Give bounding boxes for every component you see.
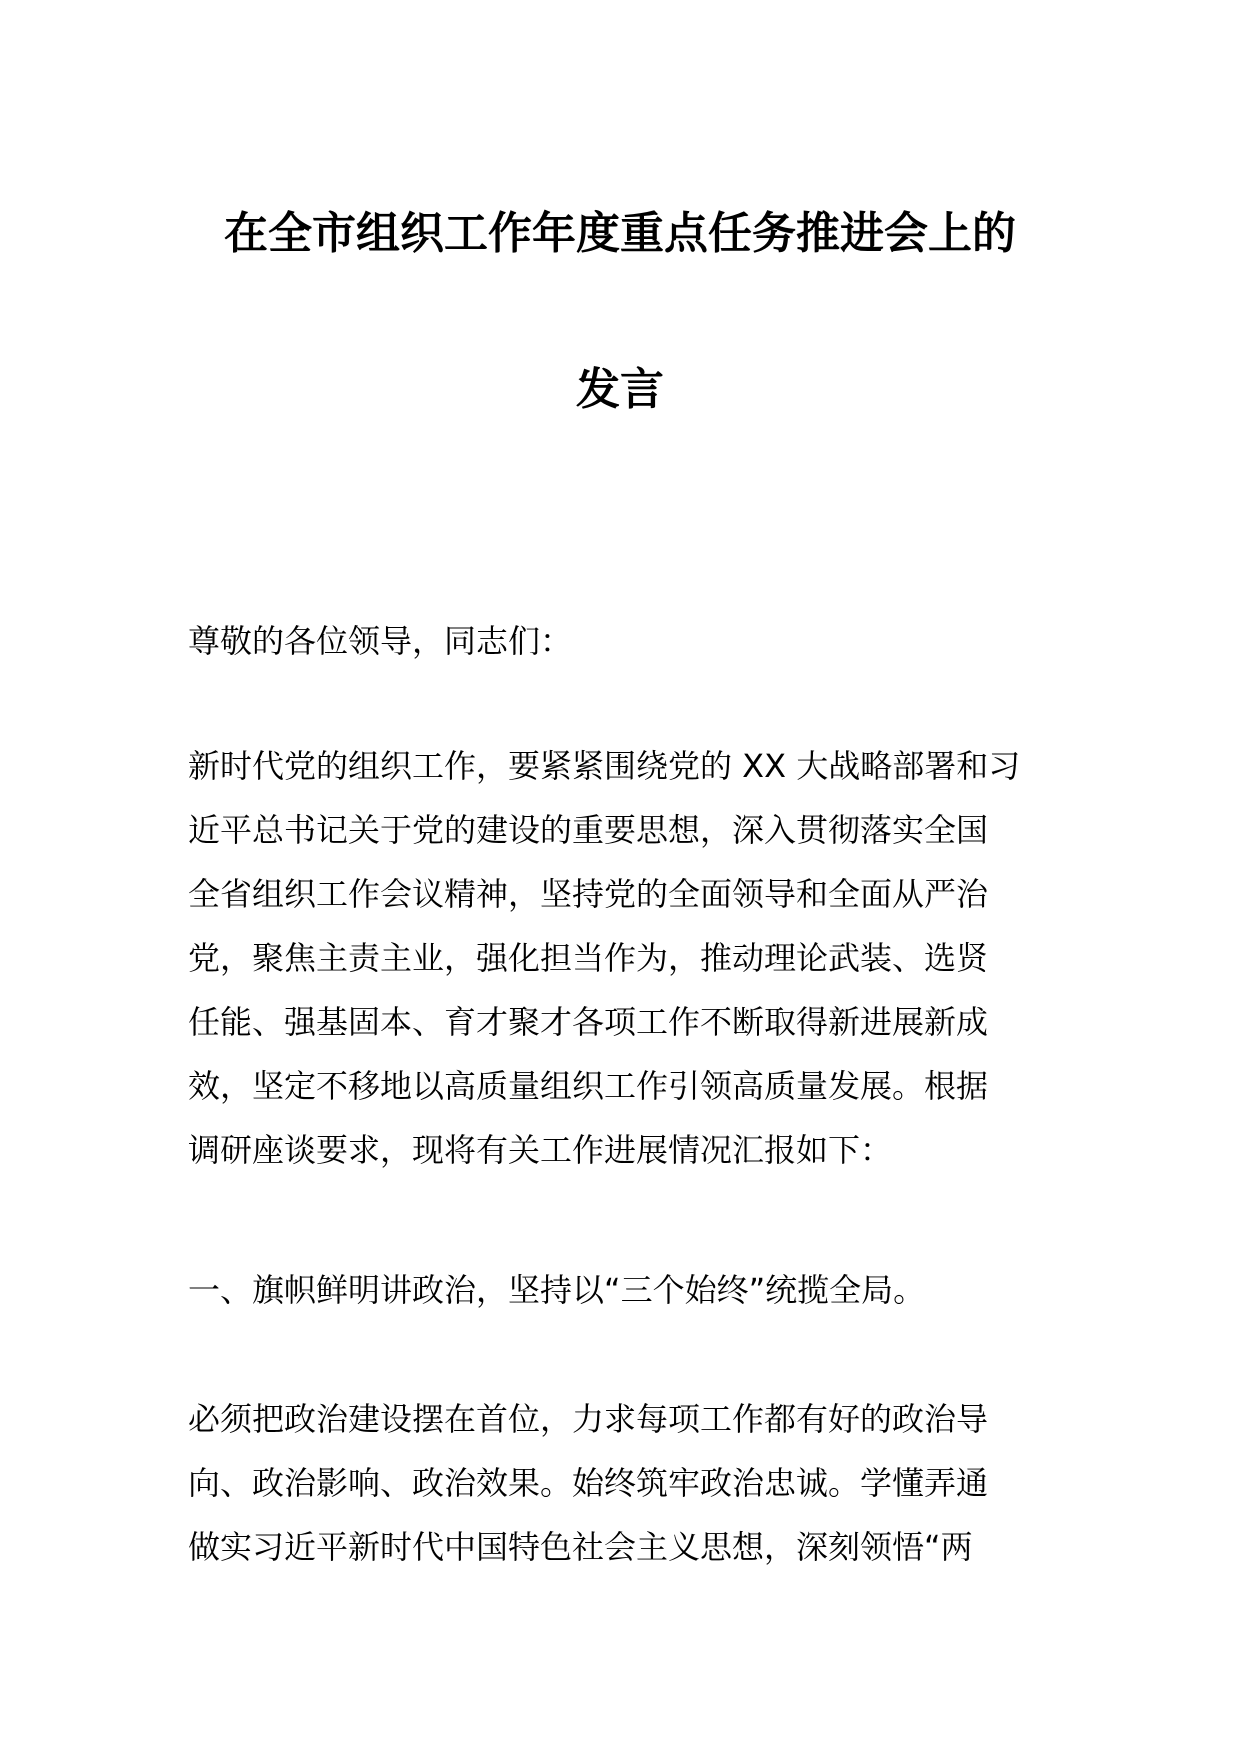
paragraph-line: 效，坚定不移地以高质量组织工作引领高质量发展。根据: [188, 1067, 989, 1105]
paragraph-intro: [188, 734, 1058, 1182]
section-heading-1: 一、旗帜鲜明讲政治，坚持以“三个始终”统揽全局。: [188, 1271, 926, 1309]
paragraph-line: 全省组织工作会议精神，坚持党的全面领导和全面从严治: [188, 875, 989, 913]
document-title-line-1: 在全市组织工作年度重点任务推进会上的: [224, 208, 1016, 259]
paragraph-line: 任能、强基固本、育才聚才各项工作不断取得新进展新成: [188, 1003, 989, 1041]
paragraph-line: 党，聚焦主责主业，强化担当作为，推动理论武装、选贤: [188, 939, 989, 977]
paragraph-line: 向、政治影响、政治效果。始终筑牢政治忠诚。学懂弄通: [188, 1464, 989, 1502]
paragraph-line: 近平总书记关于党的建设的重要思想，深入贯彻落实全国: [188, 811, 989, 849]
paragraph-line: 调研座谈要求，现将有关工作进展情况汇报如下：: [188, 1131, 893, 1169]
paragraph-line: 必须把政治建设摆在首位，力求每项工作都有好的政治导: [188, 1400, 989, 1438]
paragraph-line: 做实习近平新时代中国特色社会主义思想，深刻领悟“两: [188, 1528, 973, 1566]
paragraph-section-1: [188, 1387, 1058, 1579]
document-title-line-2: 发言: [576, 364, 664, 415]
paragraph-line: 新时代党的组织工作，要紧紧围绕党的 XX 大战略部署和习: [188, 747, 1021, 785]
salutation: 尊敬的各位领导，同志们：: [188, 622, 573, 660]
